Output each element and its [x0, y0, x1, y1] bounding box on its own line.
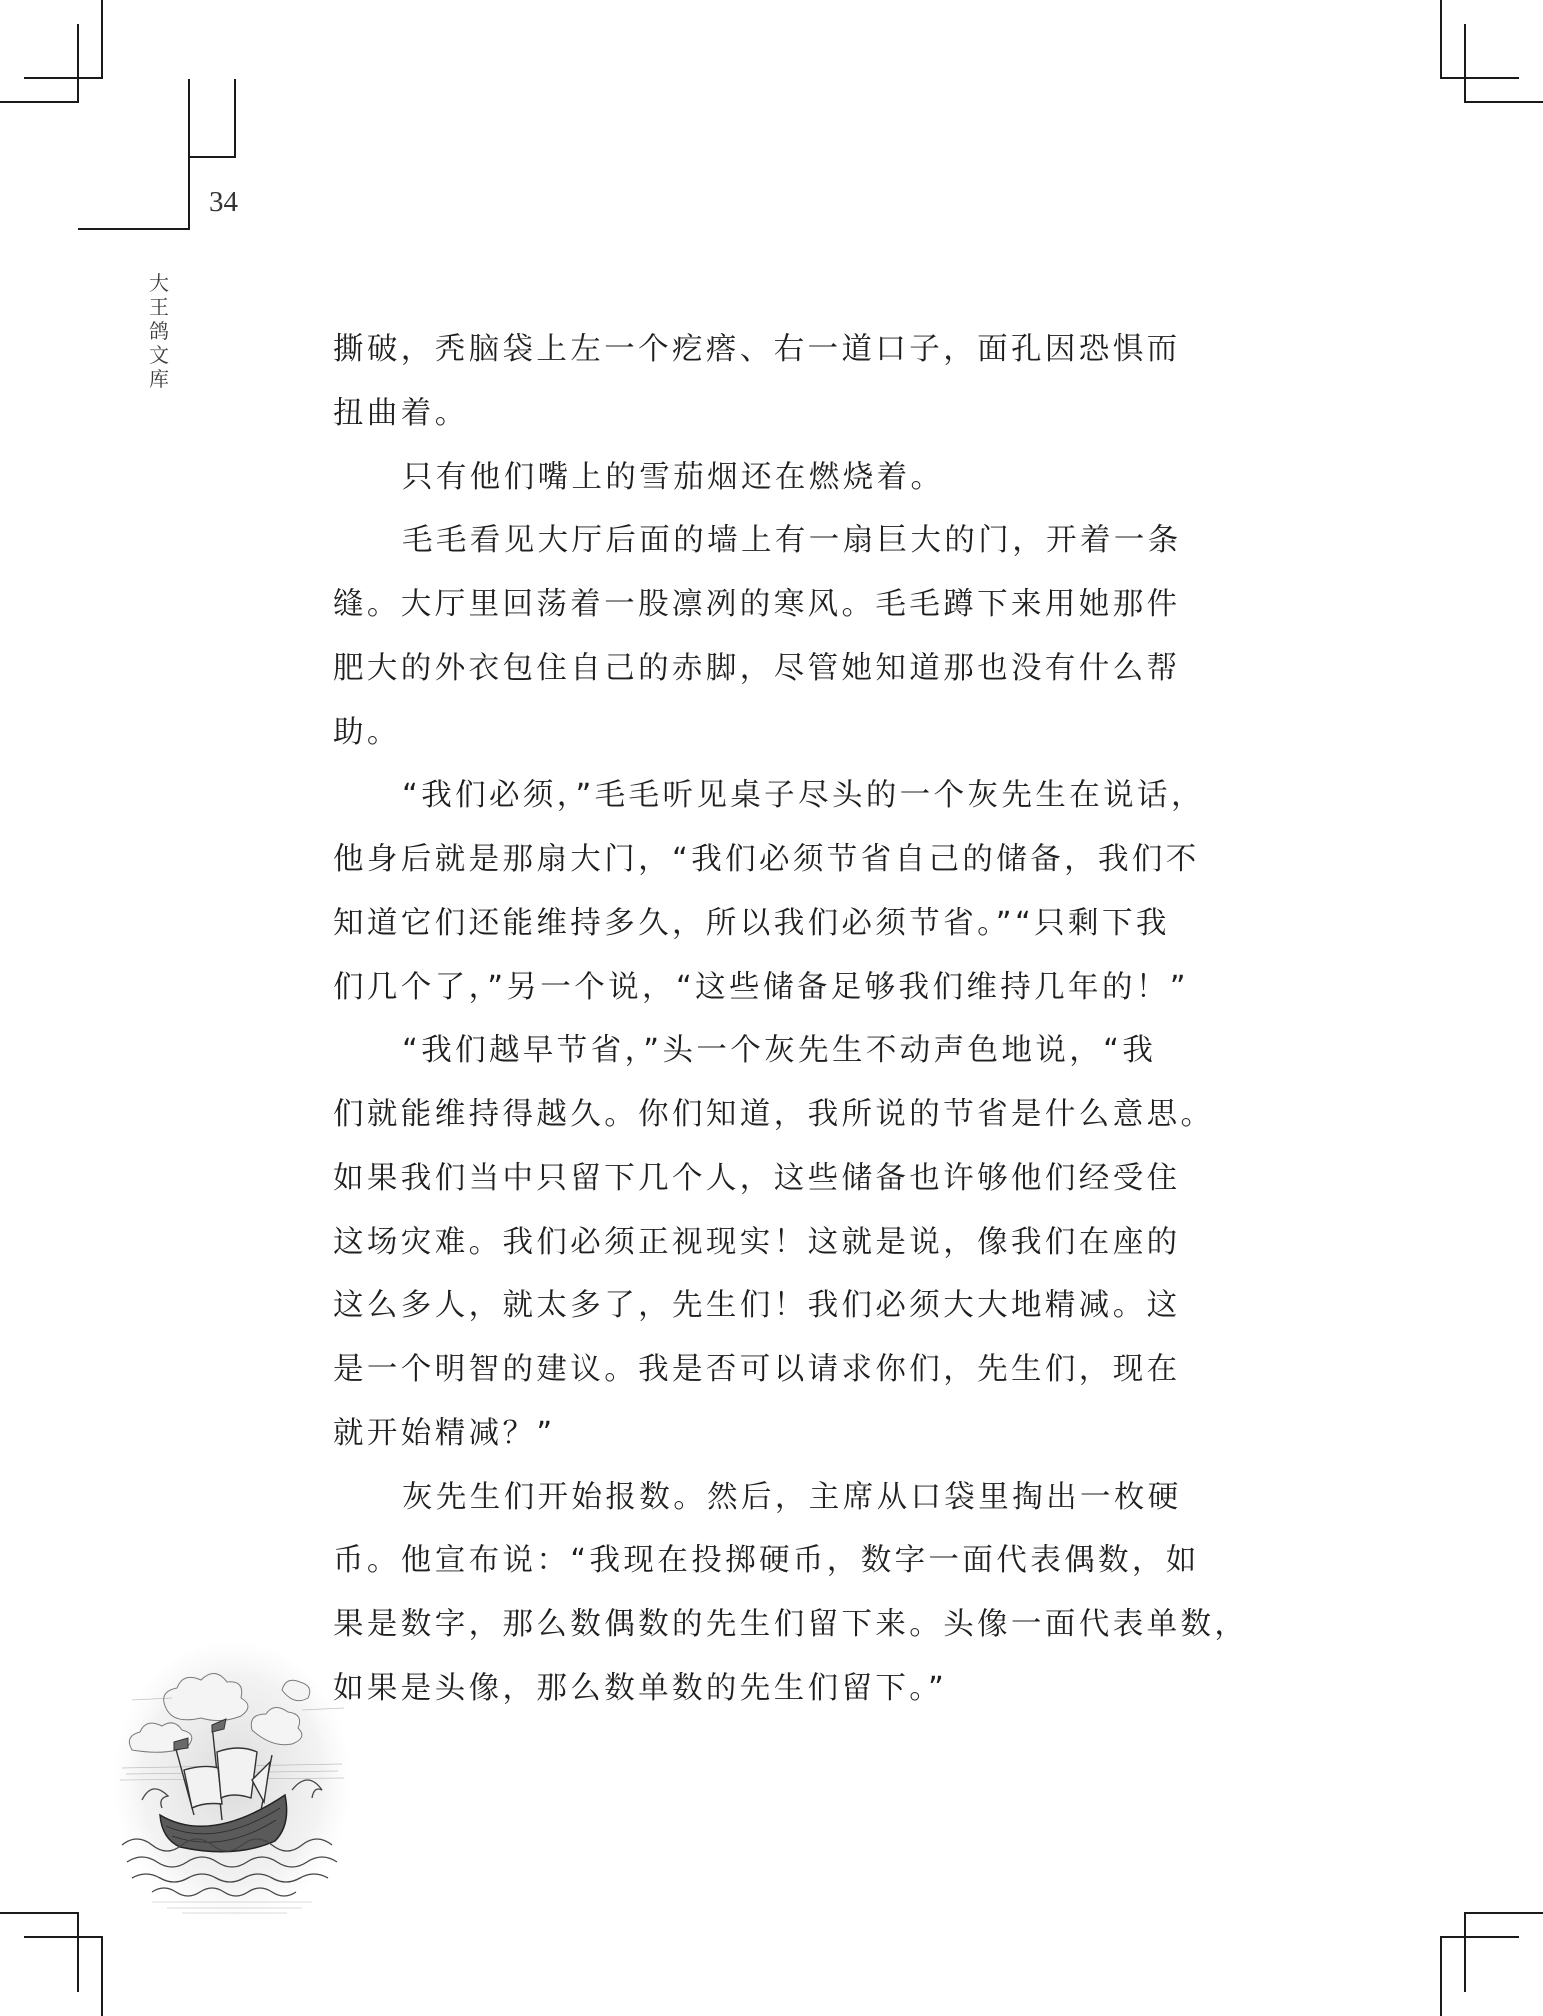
series-name-char: 王	[149, 295, 169, 319]
text-line: 毛毛看见大厅后面的墙上有一扇巨大的门，开着一条	[402, 523, 1182, 559]
ship-illustration-icon	[112, 1640, 352, 1920]
crop-mark	[1440, 1936, 1442, 2016]
crop-mark	[0, 101, 79, 103]
crop-mark	[101, 0, 103, 79]
page-frame-line	[188, 156, 236, 158]
text-line: 他身后就是那扇大门，“我们必须节省自己的储备，我们不	[333, 842, 1200, 877]
text-line: 撕破，秃脑袋上左一个疙瘩、右一道口子，面孔因恐惧而	[333, 332, 1181, 367]
crop-mark	[77, 1912, 79, 1992]
text-line: 就开始精减？”	[333, 1415, 556, 1451]
text-line: 知道它们还能维持多久，所以我们必须节省。”“只剩下我	[333, 905, 1170, 941]
series-name-char: 库	[149, 367, 169, 391]
text-line: 灰先生们开始报数。然后，主席从口袋里掏出一枚硬	[402, 1479, 1182, 1515]
series-name-char: 鸽	[149, 319, 169, 343]
text-line: “我们越早节省，”头一个灰先生不动声色地说，“我	[402, 1033, 1157, 1069]
text-line: 是一个明智的建议。我是否可以请求你们，先生们，现在	[333, 1352, 1181, 1387]
page-frame-line	[188, 79, 190, 230]
series-name-char: 大	[149, 271, 169, 295]
crop-mark	[24, 1936, 103, 1938]
text-line: 缝。大厅里回荡着一股凛冽的寒风。毛毛蹲下来用她那件	[333, 587, 1181, 622]
crop-mark	[1464, 101, 1543, 103]
text-line: 这场灾难。我们必须正视现实！这就是说，像我们在座的	[333, 1224, 1181, 1260]
crop-mark	[1464, 1912, 1466, 1992]
crop-mark	[1440, 77, 1519, 79]
text-line: 们就能维持得越久。你们知道，我所说的节省是什么意思。	[333, 1097, 1215, 1132]
text-line: 助。	[333, 714, 401, 750]
crop-mark	[1440, 0, 1442, 79]
page-frame-line	[78, 228, 190, 230]
page-number: 34	[209, 186, 238, 218]
text-line: “我们必须，”毛毛听见桌子尽头的一个灰先生在说话，	[402, 778, 1205, 814]
crop-mark	[0, 1912, 79, 1914]
text-line: 们几个了，”另一个说，“这些储备足够我们维持几年的！”	[333, 969, 1189, 1005]
text-line: 只有他们嘴上的雪茄烟还在燃烧着。	[402, 459, 945, 495]
text-line: 如果是头像，那么数单数的先生们留下。”	[333, 1670, 948, 1706]
text-line: 这么多人，就太多了，先生们！我们必须大大地精减。这	[333, 1288, 1181, 1324]
crop-mark	[1440, 1936, 1519, 1938]
text-line: 如果我们当中只留下几个人，这些储备也许够他们经受住	[333, 1160, 1181, 1196]
text-line: 果是数字，那么数偶数的先生们留下来。头像一面代表单数，	[333, 1607, 1249, 1642]
crop-mark	[1464, 1912, 1543, 1914]
page-frame-line	[234, 79, 236, 158]
series-name-vertical	[147, 271, 171, 391]
crop-mark	[1464, 24, 1466, 103]
text-line: 扭曲着。	[333, 395, 469, 431]
series-name-char: 文	[149, 343, 169, 367]
crop-mark	[101, 1936, 103, 2016]
crop-mark	[24, 77, 103, 79]
text-line: 肥大的外衣包住自己的赤脚，尽管她知道那也没有什么帮	[333, 650, 1181, 686]
text-line: 币。他宣布说：“我现在投掷硬币，数字一面代表偶数，如	[333, 1543, 1200, 1579]
crop-mark	[77, 24, 79, 103]
